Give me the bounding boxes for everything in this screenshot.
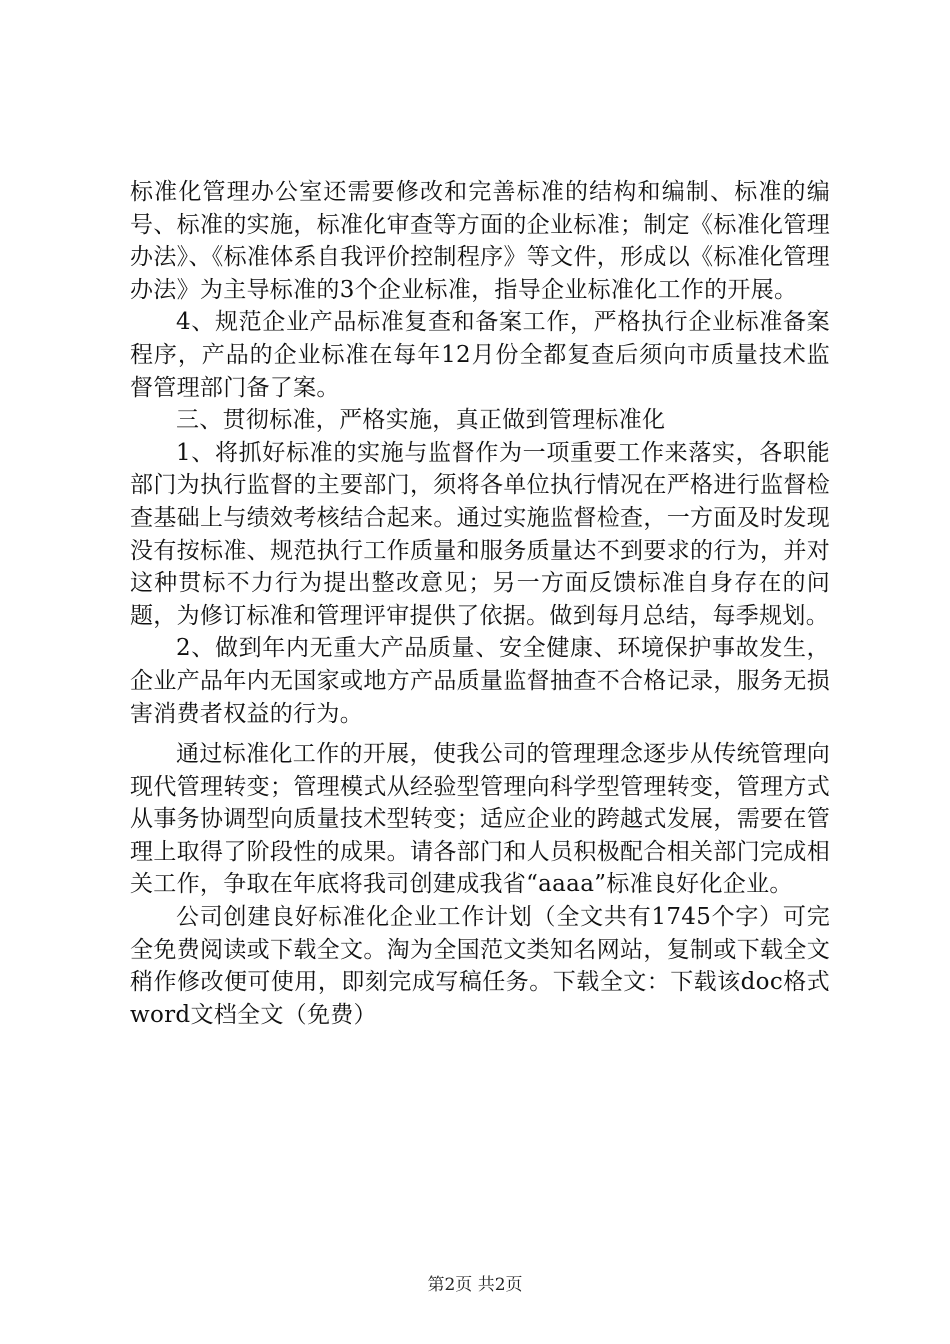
document-body: [130, 176, 830, 1031]
paragraph-2: 4、规范企业产品标准复查和备案工作，严格执行企业标准备案程序，产品的企业标准在每年12月份全都复查后须向市质量技术监督管理部门备了案。: [130, 309, 830, 401]
paragraph-5: 2、做到年内无重大产品质量、安全健康、环境保护事故发生，企业产品年内无国家或地方产品质量监督抽查不合格记录，服务无损害消费者权益的行为。: [130, 635, 830, 727]
paragraph-1: 标准化管理办公室还需要修改和完善标准的结构和编制、标准的编号、标准的实施，标准化审查等方面的企业标准；制定《标准化管理办法》、《标准体系自我评价控制程序》等文件，形成以《标准化管理办法》为主导标准的3个企业标准，指导企业标准化工作的开展。: [130, 179, 830, 303]
section-heading-3: 三、贯彻标准，严格实施，真正做到管理标准化: [176, 407, 666, 434]
paragraph-4: 1、将抓好标准的实施与监督作为一项重要工作来落实，各职能部门为执行监督的主要部门，须将各单位执行情况在严格进行监督检查基础上与绩效考核结合起来。通过实施监督检查，一方面及时发现没有按标准、规范执行工作质量和服务质量达不到要求的行为，并对这种贯标不力行为提出整改意见；另一方面反馈标准自身存在的问题，为修订标准和管理评审提供了依据。做到每月总结，每季规划。: [130, 439, 830, 629]
paragraph-6: 通过标准化工作的开展，使我公司的管理理念逐步从传统管理向现代管理转变；管理模式从经验型管理向科学型管理转变，管理方式从事务协调型向质量技术型转变；适应企业的跨越式发展，需要在管理上取得了阶段性的成果。请各部门和人员积极配合相关部门完成相关工作，争取在年底将我司创建成我省“aaaa”标准良好化企业。: [130, 741, 830, 898]
paragraph-7-download-note: 公司创建良好标准化企业工作计划（全文共有1745个字）可完全免费阅读或下载全文。淘为全国范文类知名网站，复制或下载全文稍作修改便可使用，即刻完成写稿任务。下载全文：下载该doc格式word文档全文（免费）: [130, 904, 830, 1028]
page-footer: 第2页 共2页: [427, 1275, 523, 1295]
